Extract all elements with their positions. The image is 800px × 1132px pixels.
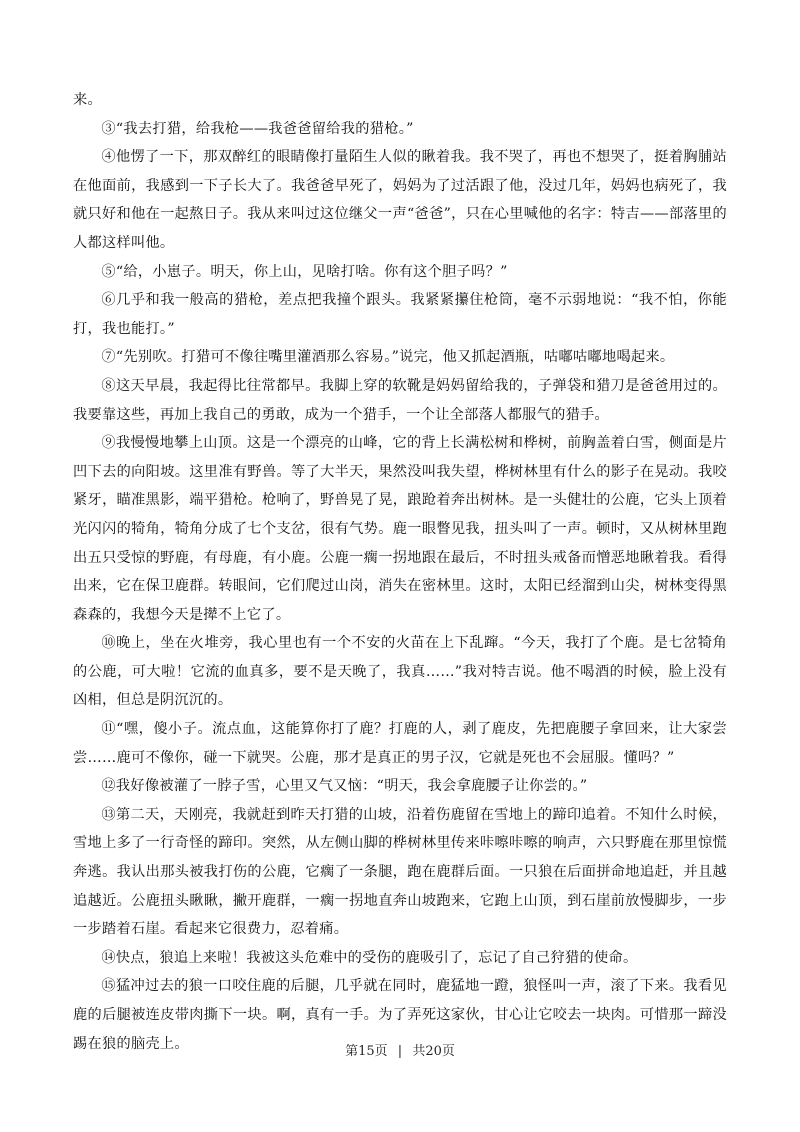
paragraph-5: ⑤“给，小崽子。明天，你上山，见啥打啥。你有这个胆子吗？”	[101, 263, 508, 280]
footer-separator: |	[397, 1044, 403, 1059]
paragraph-14: ⑭快点，狼追上来啦！我被这头危难中的受伤的鹿吸引了，忘记了自己狩猎的使命。	[101, 949, 638, 966]
paragraph-4: ④他愣了一下，那双醉红的眼睛像打量陌生人似的瞅着我。我不哭了，再也不想哭了，挺着胸脯站在他面前，我感到一下子长大了。我爸爸早死了，妈妈为了过活跟了他，没过几年，妈妈也病死了，我就只好和他在一起熬日子。我从来叫过这位继父一声“爸爸”，只在心里喊他的名字：特吉——部落里的人都这样叫他。	[73, 149, 727, 251]
page-footer	[0, 1040, 800, 1059]
paragraph-continuation: 来。	[73, 92, 102, 108]
article-body	[73, 86, 727, 1058]
paragraph-15: ⑮猛冲过去的狼一口咬住鹿的后腿，几乎就在同时，鹿猛地一蹬，狼怪叫一声，滚了下来。我看见鹿的后腿被连皮带肉撕下一块。啊，真有一手。为了弄死这家伙，甘心让它咬去一块肉。可惜那一蹄没踢在狼的脑壳上。	[73, 978, 727, 1052]
paragraph-11: ⑪“嘿，傻小子。流点血，这能算你打了鹿？打鹿的人，剥了鹿皮，先把鹿腰子拿回来，让大家尝尝……鹿可不像你，碰一下就哭。公鹿，那才是真正的男子汉，它就是死也不会屈服。懂吗？”	[73, 721, 727, 766]
paragraph-3: ③“我去打猎，给我枪——我爸爸留给我的猎枪。”	[101, 120, 414, 137]
page-total: 共20页	[412, 1044, 455, 1059]
paragraph-10: ⑩晚上，坐在火堆旁，我心里也有一个不安的火苗在上下乱蹿。“今天，我打了个鹿。是七岔犄角的公鹿，可大啦！它流的血真多，要不是天晚了，我真……”我对特吉说。他不喝酒的时候，脸上没有凶相，但总是阴沉沉的。	[73, 635, 727, 709]
paragraph-6: ⑥几乎和我一般高的猎枪，差点把我撞个跟头。我紧紧攥住枪筒，毫不示弱地说：“我不怕，你能打，我也能打。”	[73, 292, 727, 337]
paragraph-7: ⑦“先别吹。打猎可不像往嘴里灌酒那么容易。”说完，他又抓起酒瓶，咕嘟咕嘟地喝起来。	[101, 349, 675, 366]
page-number: 第15页	[345, 1044, 388, 1059]
paragraph-9: ⑨我慢慢地攀上山顶。这是一个漂亮的山峰，它的背上长满松树和桦树，前胸盖着白雪，侧面是片凹下去的向阳坡。这里准有野兽。等了大半天，果然没叫我失望，桦树林里有什么的影子在晃动。我咬紧牙，瞄准黑影，端平猎枪。枪响了，野兽晃了晃，踉跄着奔出树林。是一头健壮的公鹿，它头上顶着光闪闪的犄角，犄角分成了七个支岔，很有气势。鹿一眼瞥见我，扭头叫了一声。顿时，又从树林里跑出五只受惊的野鹿，有母鹿，有小鹿。公鹿一瘸一拐地跟在最后，不时扭头戒备而憎恶地瞅着我。看得出来，它在保卫鹿群。转眼间，它们爬过山岗，消失在密林里。这时，太阳已经溜到山尖，树林变得黑森森的，我想今天是撵不上它了。	[73, 435, 727, 623]
paragraph-8: ⑧这天早晨，我起得比往常都早。我脚上穿的软靴是妈妈留给我的，子弹袋和猎刀是爸爸用过的。我要靠这些，再加上我自己的勇敢，成为一个猎手，一个让全部落人都服气的猎手。	[73, 377, 727, 423]
paragraph-12: ⑫我好像被灌了一脖子雪，心里又气又恼：“明天，我会拿鹿腰子让你尝的。”	[101, 778, 588, 795]
paragraph-13: ⑬第二天，天刚亮，我就赶到昨天打猎的山坡，沿着伤鹿留在雪地上的蹄印追着。不知什么时候，雪地上多了一行奇怪的蹄印。突然，从左侧山脚的桦树林里传来咔嚓咔嚓的响声，六只野鹿在那里惊慌奔逃。我认出那头被我打伤的公鹿，它瘸了一条腿，跑在鹿群后面。一只狼在后面拼命地追赶，并且越追越近。公鹿扭头瞅瞅，撇开鹿群，一瘸一拐地直奔山坡跑来，它跑上山顶，到石崖前放慢脚步，一步一步踏着石崖。看起来它很费力，忍着痛。	[73, 806, 727, 938]
